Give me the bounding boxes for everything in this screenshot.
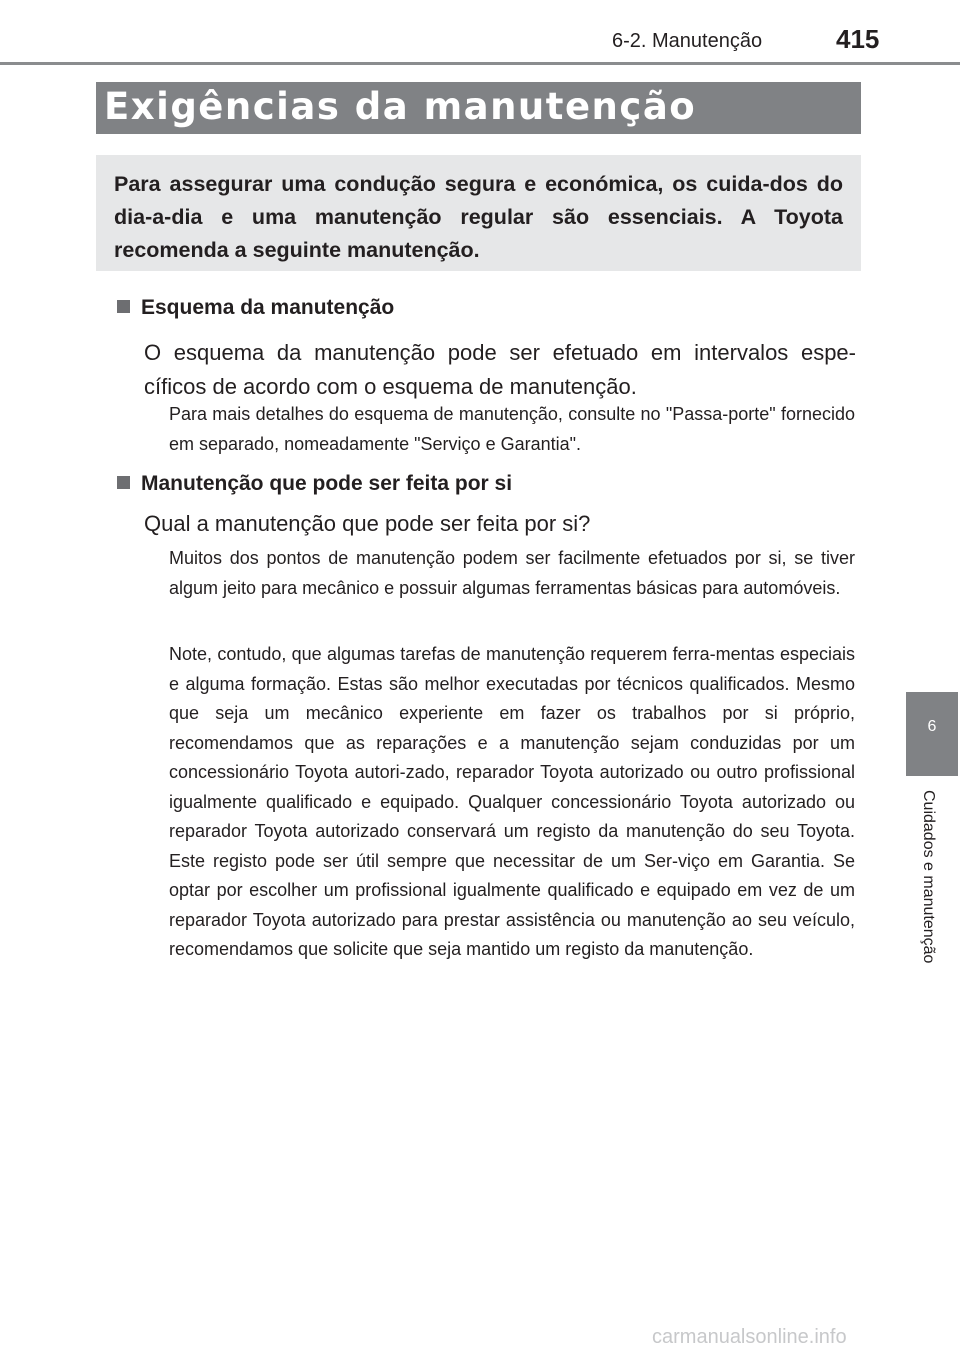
chapter-tab <box>906 692 958 776</box>
section-lead-text: O esquema da manutenção pode ser efetuado em intervalos espe-cíficos de acordo com o esquema de manutenção. <box>144 340 856 399</box>
chapter-number: 6 <box>927 718 937 735</box>
section-detail-text: Para mais detalhes do esquema de manutenção, consulte no "Passa-porte" fornecido em separado, nomeadamente "Serviço e Garantia". <box>169 404 855 454</box>
section-heading-text: Manutenção que pode ser feita por si <box>141 472 513 495</box>
page-title: Exigências da manutenção <box>104 85 697 128</box>
square-bullet-icon <box>117 300 130 313</box>
section-detail-text: Note, contudo, que algumas tarefas de manutenção requerem ferra-mentas especiais e alguma formação. Estas são melhor executadas por técnicos qualificados. Mesmo que seja um mecânico experiente em fazer os trabalhos por si próprio, recomendamos que as reparações e a manutenção sejam conduzidas por um concessionário Toyota autori-zado, reparador Toyota autorizado ou outro profissional igualmente qualificado e equipado. Qualquer concessionário Toyota autorizado ou reparador Toyota autorizado conservará um registo da manutenção do seu Toyota. Este registo pode ser útil sempre que necessitar de um Ser-viço em Garantia. Se optar por escolher um profissional igualmente qualificado e equipado em vez de um reparador Toyota autorizado para prestar assistência ou manutenção ao seu veículo, recomendamos que solicite que seja mantido um registo da manutenção. <box>169 644 855 959</box>
title-banner <box>96 82 861 134</box>
watermark: carmanualsonline.info <box>652 1326 847 1348</box>
section-heading-maintenance-schedule <box>117 296 394 320</box>
intro-text: Para assegurar uma condução segura e económica, os cuida-dos do dia-a-dia e uma manutenção regular são essenciais. A Toyota recomenda a seguinte manutenção. <box>114 172 843 262</box>
header-rule <box>0 62 960 65</box>
section-heading-diy-maintenance <box>117 472 512 496</box>
section-detail-text: Muitos dos pontos de manutenção podem ser facilmente efetuados por si, se tiver algum jeito para mecânico e possuir algumas ferramentas básicas para automóveis. <box>169 548 855 598</box>
page-number: 415 <box>836 24 880 54</box>
section-lead-text: Qual a manutenção que pode ser feita por si? <box>144 511 591 536</box>
intro-box <box>96 155 861 271</box>
header-section-title: 6-2. Manutenção <box>612 30 763 52</box>
square-bullet-icon <box>117 476 130 489</box>
section-heading-text: Esquema da manutenção <box>141 296 395 319</box>
chapter-label: Cuidados e manutenção <box>920 790 937 964</box>
